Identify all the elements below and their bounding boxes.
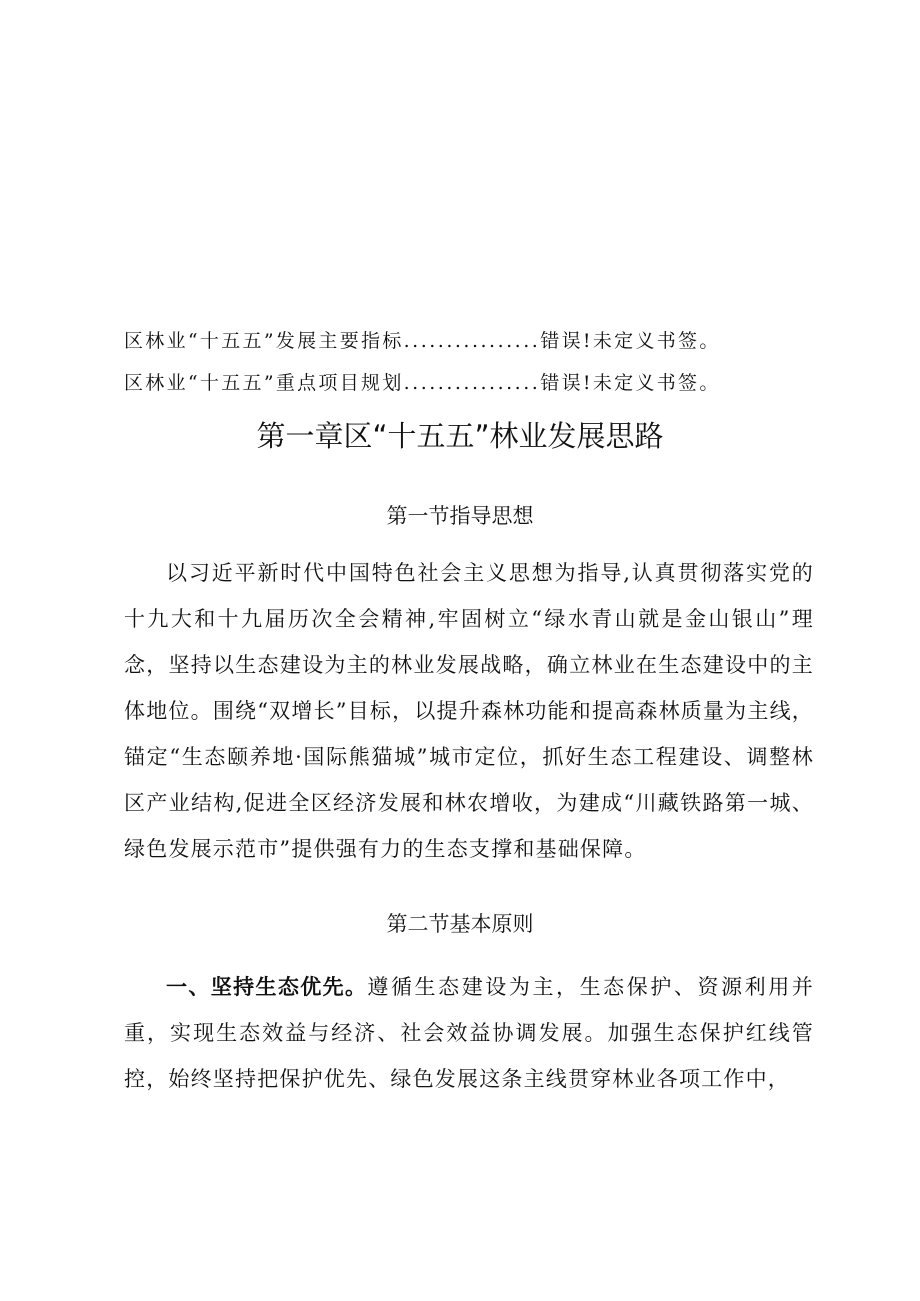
toc-entry[interactable] — [124, 374, 721, 393]
toc-page-ref: 错误!未定义书签。 — [540, 372, 721, 394]
toc-entry-title: 区林业“十五五”发展主要指标 — [124, 330, 404, 352]
principle-heading: 一、坚持生态优先。 — [166, 975, 368, 999]
chapter-title: 第一章区“十五五”林业发展思路 — [256, 419, 664, 453]
section-title: 第二节基本原则 — [386, 912, 534, 936]
body-paragraph — [124, 964, 814, 1102]
body-paragraph: 以习近平新时代中国特色社会主义思想为指导,认真贯彻落实党的十九大和十九届历次全会精神,牢固树立“绿水青山就是金山银山”理念，坚持以生态建设为主的林业发展战略，确立林业在生态建设中的主体地位。围绕“双增长”目标，以提升森林功能和提高森林质量为主线，锚定“生态颐养地·国际熊猫城”城市定位，抓好生态工程建设、调整林区产业结构,促进全区经济发展和林农增收，为建成“川藏铁路第一城、绿色发展示范市”提供强有力的生态支撑和基础保障。 — [124, 561, 814, 861]
principle-text: 遵循生态建设为主，生态保护、资源利用并重，实现生态效益与经济、社会效益协调发展。加强生态保护红线管控，始终坚持把保护优先、绿色发展这条主线贯穿林业各项工作中， — [124, 975, 814, 1091]
toc-leader-dots: ................ — [403, 372, 541, 394]
toc-entry-title: 区林业“十五五”重点项目规划 — [124, 372, 404, 394]
section-title: 第一节指导思想 — [386, 504, 534, 528]
toc-leader-dots: ................ — [403, 330, 541, 352]
toc-page-ref: 错误!未定义书签。 — [540, 330, 721, 352]
toc-entry[interactable] — [124, 332, 721, 351]
